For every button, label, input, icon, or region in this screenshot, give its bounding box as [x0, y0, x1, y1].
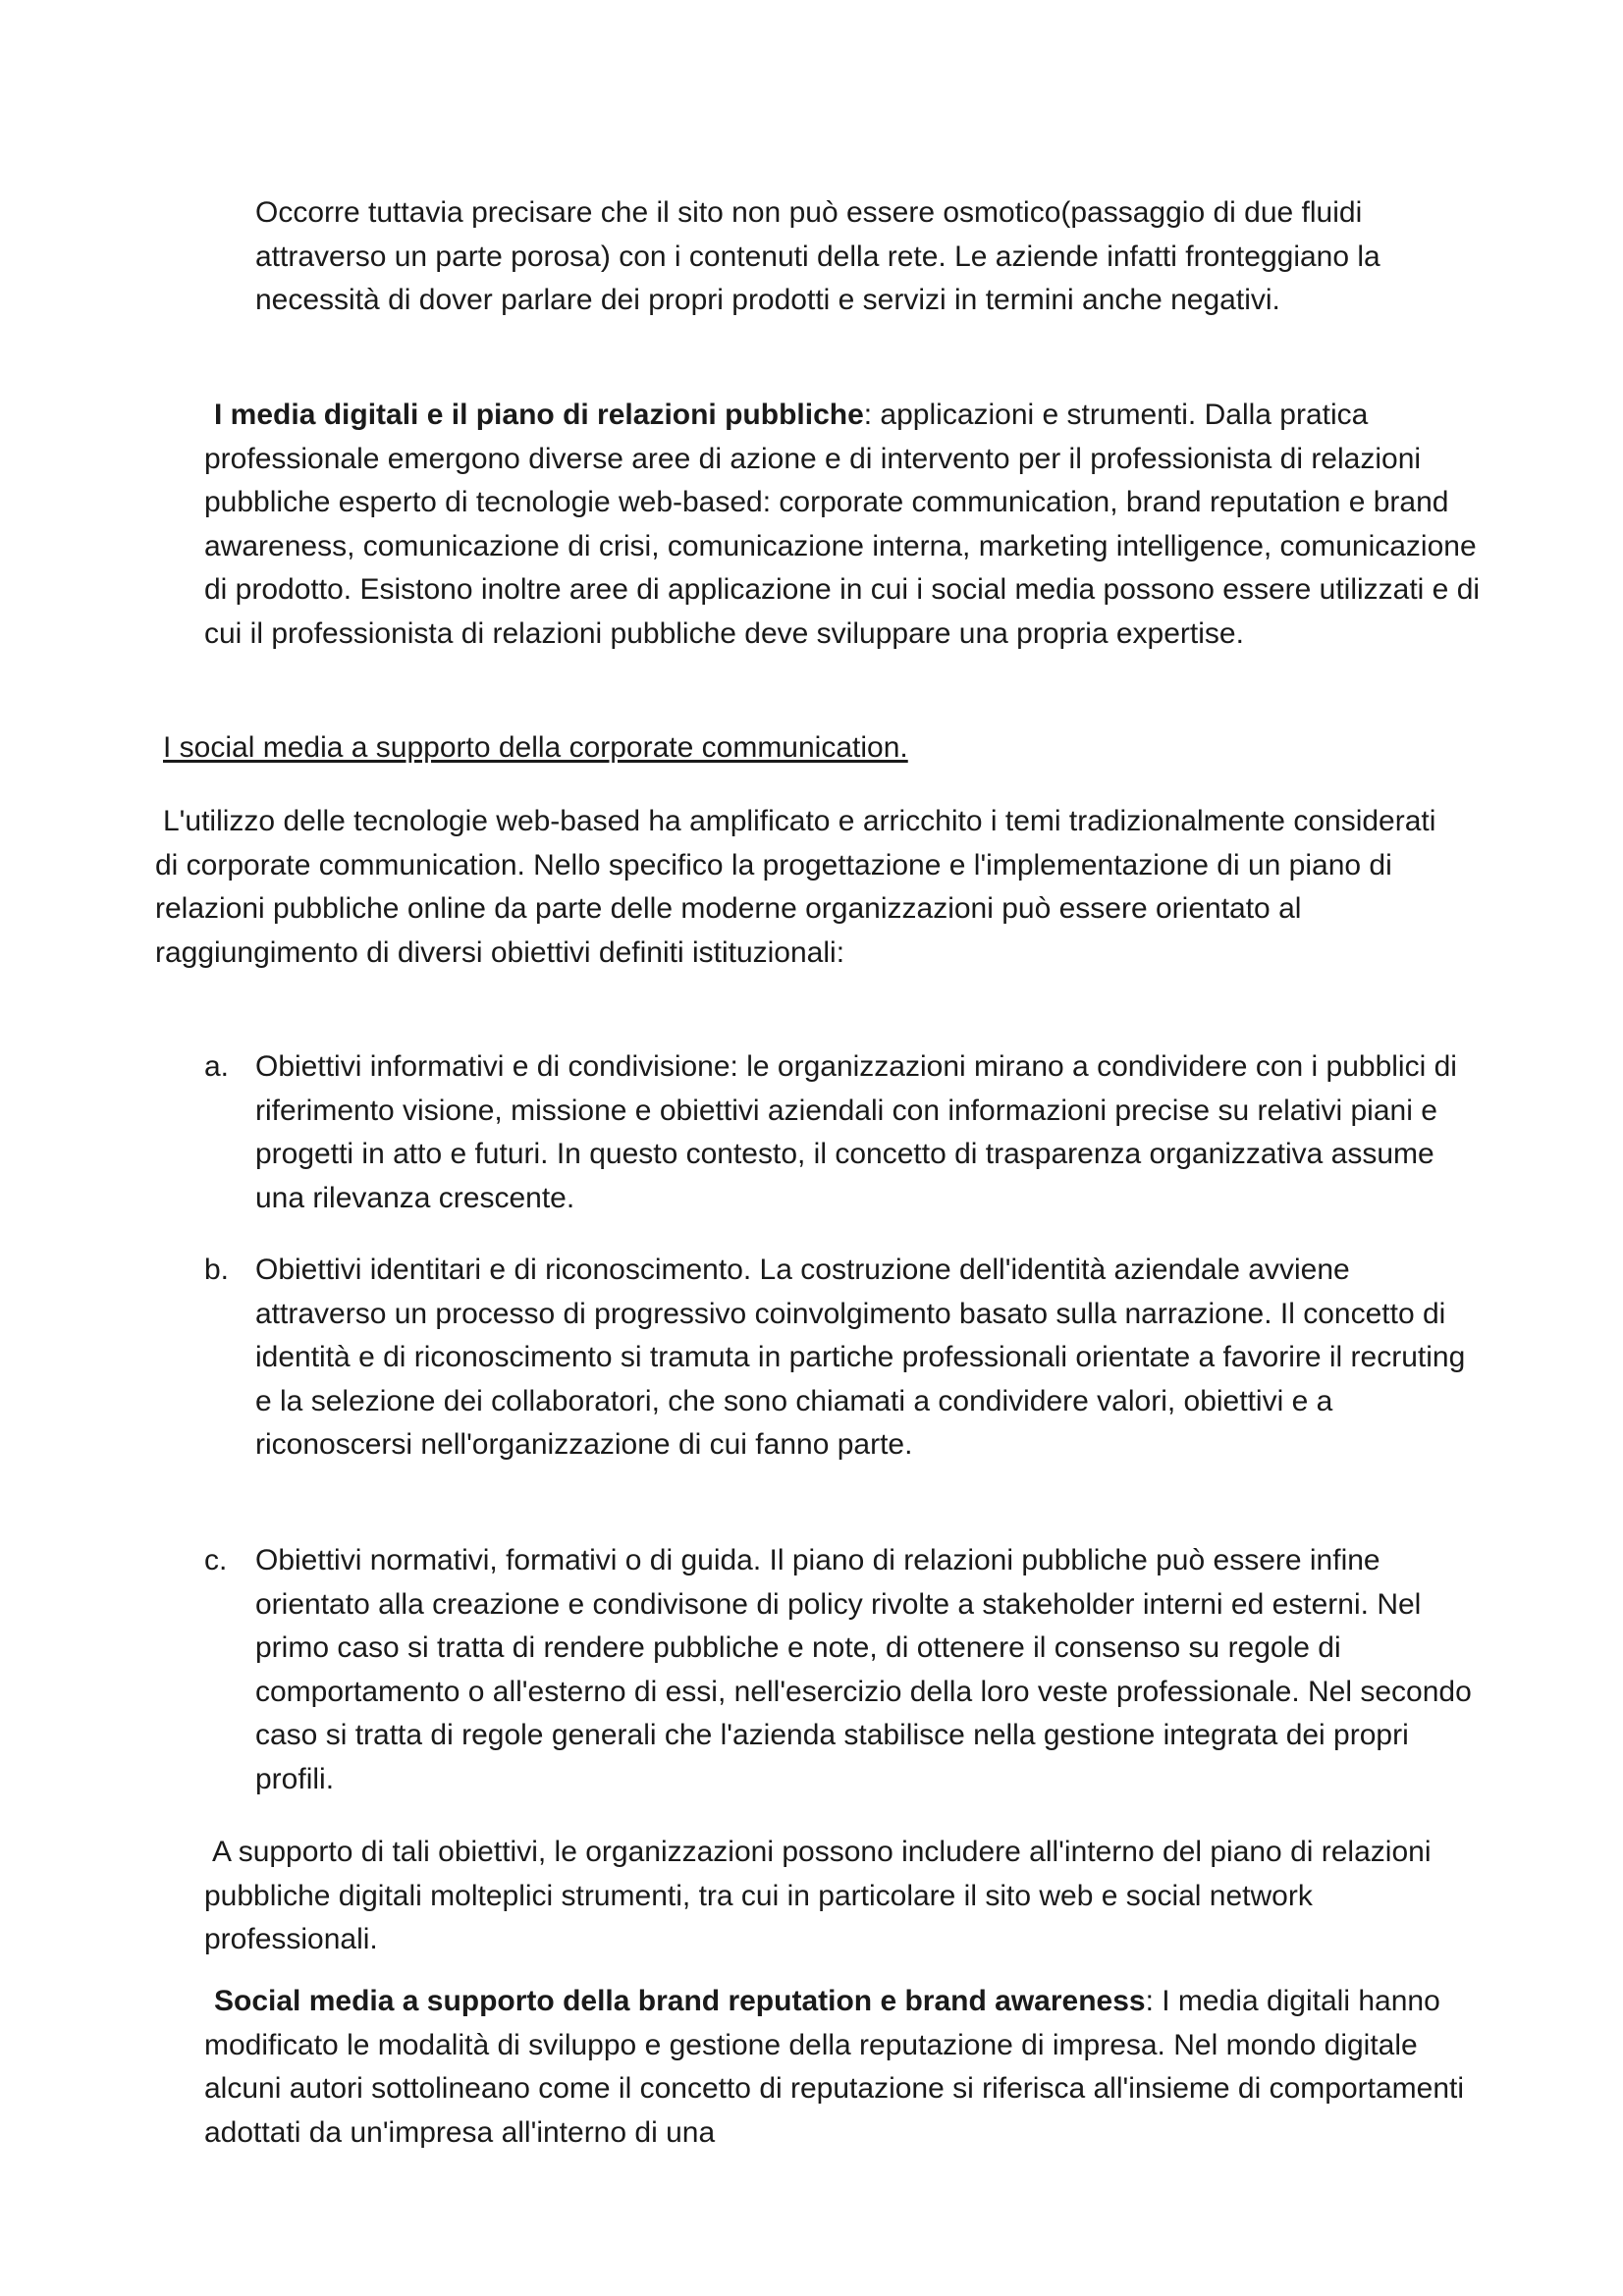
list-marker: b.: [204, 1254, 230, 1286]
objective-item-b: [204, 1249, 1481, 1468]
objective-text: Obiettivi normativi, formativi o di guida. Il piano di relazioni pubbliche può essere infine orientato alla creazione e condivisone di policy rivolte a stakeholder interni ed esterni. Nel primo caso si tratta di rendere pubbliche e note, di ottenere il consenso su regole di comportamento o all'esterno di essi, nell'esercizio della loro veste professionale. Nel secondo caso si tratta di regole generali che l'azienda stabilisce nella gestione integrata dei propri profili.: [255, 1544, 1472, 1795]
objective-item-c: [204, 1539, 1481, 1801]
objective-text: Obiettivi informativi e di condivisione: le organizzazioni mirano a condividere con i pubblici di riferimento visione, missione e obiettivi aziendali con informazioni precise su relativi piani e progetti in atto e futuri. In questo contesto, il concetto di trasparenza organizzativa assume una rilevanza crescente.: [255, 1050, 1457, 1214]
brand-reputation-heading: Social media a supporto della brand reputation e brand awareness: [214, 1985, 1146, 2017]
objective-text: Obiettivi identitari e di riconoscimento. La costruzione dell'identità aziendale avviene attraverso un processo di progressivo coinvolgimento basato sulla narrazione. Il concetto di identità e di riconoscimento si tramuta in partiche professionali orientate a favorire il recruting e la selezione dei collaboratori, che sono chiamati a condividere valori, obiettivi e a riconoscersi nell'organizzazione di cui fanno parte.: [255, 1254, 1466, 1461]
intro-paragraph: Occorre tuttavia precisare che il sito non può essere osmotico(passaggio di due fluidi attraverso un parte porosa) con i contenuti della rete. Le aziende infatti fronteggiano la necessità di dover parlare dei propri prodotti e servizi in termini anche negativi.: [255, 196, 1380, 316]
corporate-communication-paragraph: L'utilizzo delle tecnologie web-based ha amplificato e arricchito i temi tradizionalmente considerati di corporate communication. Nello specifico la progettazione e l'implementazione di un piano di relazioni pubbliche online da parte delle moderne organizzazioni può essere orientato al raggiungimento di diversi obiettivi definiti istituzionali:: [155, 805, 1436, 969]
objective-item-a: [204, 1045, 1481, 1220]
media-digitali-text: : applicazioni e strumenti. Dalla pratica professionale emergono diverse aree di azione e di intervento per il professionista di relazioni pubbliche esperto di tecnologie web-based: corporate communication, brand reputation e brand awareness, comunicazione di crisi, comunicazione interna, marketing intelligence, comunicazione di prodotto. Esistono inoltre aree di applicazione in cui i social media possono essere utilizzati e di cui il professionista di relazioni pubbliche deve sviluppare una propria expertise.: [204, 399, 1481, 650]
media-digitali-heading: I media digitali e il piano di relazioni pubbliche: [214, 399, 864, 431]
list-marker: c.: [204, 1544, 228, 1576]
brand-reputation-text: : I media digitali hanno modificato le modalità di sviluppo e gestione della reputazione di impresa. Nel mondo digitale alcuni autori sottolineano come il concetto di reputazione si riferisca all'insieme di comportamenti adottati da un'impresa all'interno di una: [204, 1985, 1465, 2149]
corporate-communication-heading: I social media a supporto della corporate communication.: [163, 731, 908, 764]
brand-reputation-paragraph: [204, 1980, 1481, 2155]
list-marker: a.: [204, 1050, 230, 1083]
support-paragraph: A supporto di tali obiettivi, le organizzazioni possono includere all'interno del piano di relazioni pubbliche digitali molteplici strumenti, tra cui in particolare il sito web e social network professionali.: [204, 1836, 1432, 1955]
media-digitali-paragraph: [204, 394, 1481, 656]
